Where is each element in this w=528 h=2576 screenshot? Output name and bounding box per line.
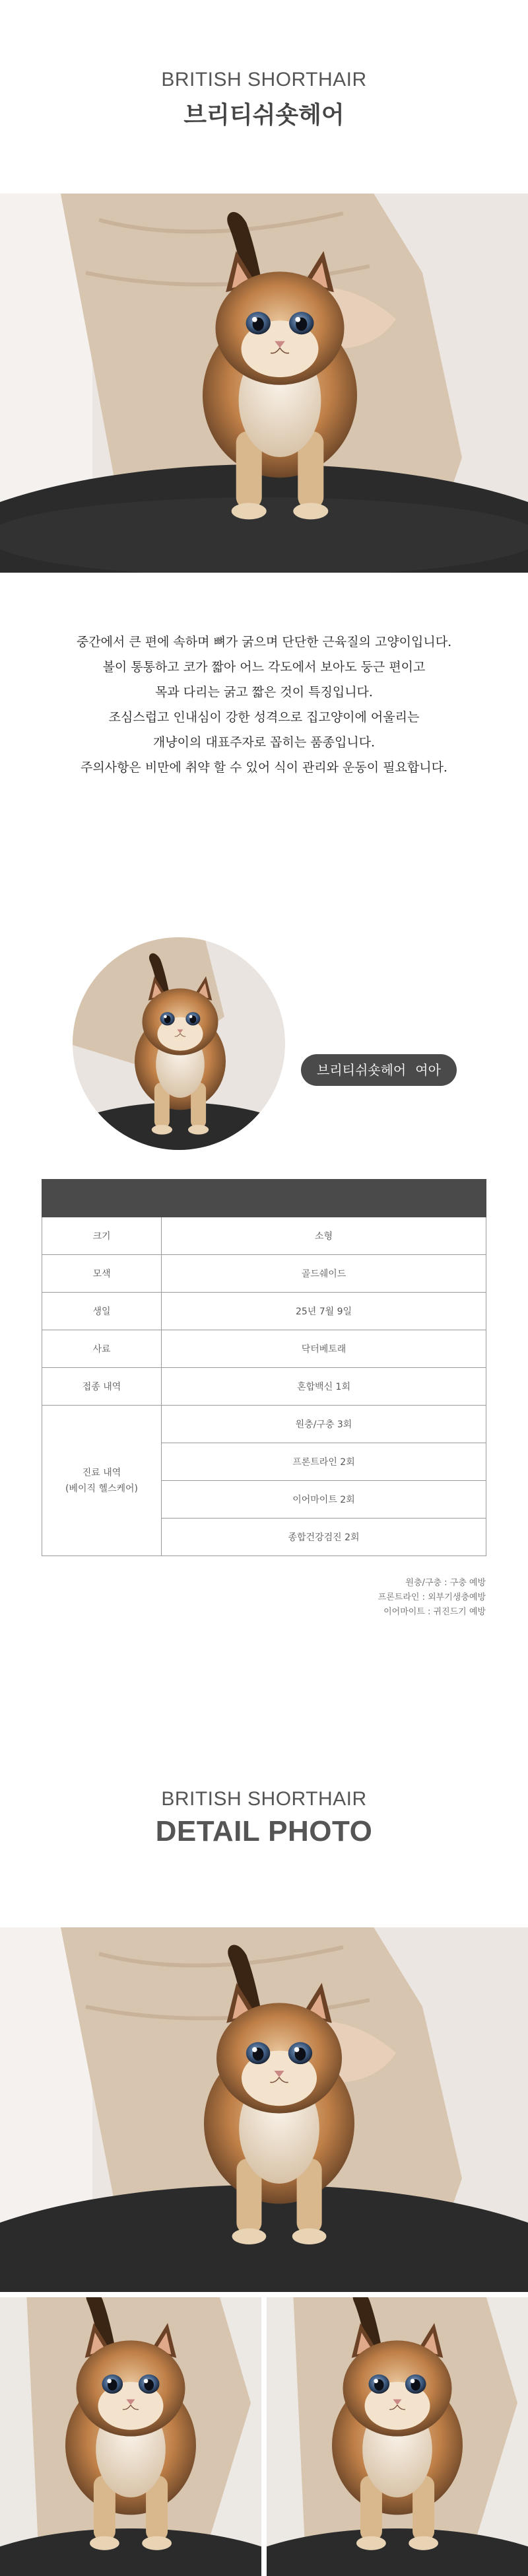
treatment-item: 원충/구충 3회 — [162, 1406, 486, 1443]
section-title-english: BRITISH SHORTHAIR — [161, 69, 367, 90]
note-line: 이어마이트 : 귀진드기 예방 — [383, 1607, 486, 1617]
description-line: 조심스럽고 인내심이 강한 성격으로 집고양이에 어울리는 — [108, 710, 420, 725]
row-label: 크기 — [42, 1217, 162, 1255]
treatment-label-cell — [42, 1406, 162, 1556]
treatment-notes — [378, 1576, 486, 1620]
row-label: 모색 — [42, 1255, 162, 1293]
table-row — [42, 1293, 486, 1330]
note-line: 프론트라인 : 외부기생충예방 — [378, 1592, 486, 1602]
cat-name-badge — [301, 1054, 457, 1086]
gender-label: 여아 — [415, 1062, 441, 1078]
description-line: 볼이 통통하고 코가 짧아 어느 각도에서 보아도 둥근 편이고 — [102, 660, 426, 674]
row-label: 사료 — [42, 1330, 162, 1368]
treatment-item: 프론트라인 2회 — [162, 1443, 486, 1481]
info-table — [42, 1179, 486, 1556]
row-label: 접종 내역 — [42, 1368, 162, 1406]
treatment-item: 종합건강검진 2회 — [162, 1519, 486, 1556]
detail-title-english: BRITISH SHORTHAIR — [161, 1788, 367, 1810]
description-line: 주의사항은 비만에 취약 할 수 있어 식이 관리와 운동이 필요합니다. — [81, 760, 447, 775]
description-line: 중간에서 큰 편에 속하며 뼈가 굵으며 단단한 근육질의 고양이입니다. — [76, 635, 452, 649]
table-row — [42, 1368, 486, 1406]
detail-cat-photo-large — [0, 1927, 528, 2292]
description-line: 목과 다리는 굵고 짧은 것이 특징입니다. — [155, 685, 373, 699]
table-row — [42, 1217, 486, 1255]
detail-title: DETAIL PHOTO — [155, 1815, 373, 1847]
treatment-sublabel: (베이직 헬스케어) — [65, 1483, 139, 1494]
table-header-cell — [162, 1180, 486, 1217]
treatment-item: 이어마이트 2회 — [162, 1481, 486, 1519]
detail-cat-photo-right — [267, 2297, 528, 2576]
hero-cat-photo — [0, 194, 528, 573]
table-header-row — [42, 1180, 486, 1217]
table-header-cell — [42, 1180, 162, 1217]
row-value: 닥터베토래 — [162, 1330, 486, 1368]
info-table-wrapper — [42, 1179, 486, 1556]
section-title-korean: 브리티쉬숏헤어 — [183, 102, 345, 129]
description-line: 개냥이의 대표주자로 꼽히는 품종입니다. — [152, 735, 376, 750]
treatment-label: 진료 내역 — [82, 1467, 121, 1478]
row-value: 혼합백신 1회 — [162, 1368, 486, 1406]
table-row — [42, 1255, 486, 1293]
row-value: 소형 — [162, 1217, 486, 1255]
breed-description — [0, 629, 528, 780]
profile-cat-photo — [73, 937, 285, 1150]
table-row — [42, 1330, 486, 1368]
row-value: 골드쉐이드 — [162, 1255, 486, 1293]
table-row — [42, 1406, 486, 1443]
note-line: 원충/구충 : 구충 예방 — [405, 1578, 486, 1588]
row-label: 생일 — [42, 1293, 162, 1330]
row-value: 25년 7월 9일 — [162, 1293, 486, 1330]
breed-label: 브리티쉬숏헤어 — [317, 1062, 407, 1078]
detail-cat-photo-left — [0, 2297, 261, 2576]
